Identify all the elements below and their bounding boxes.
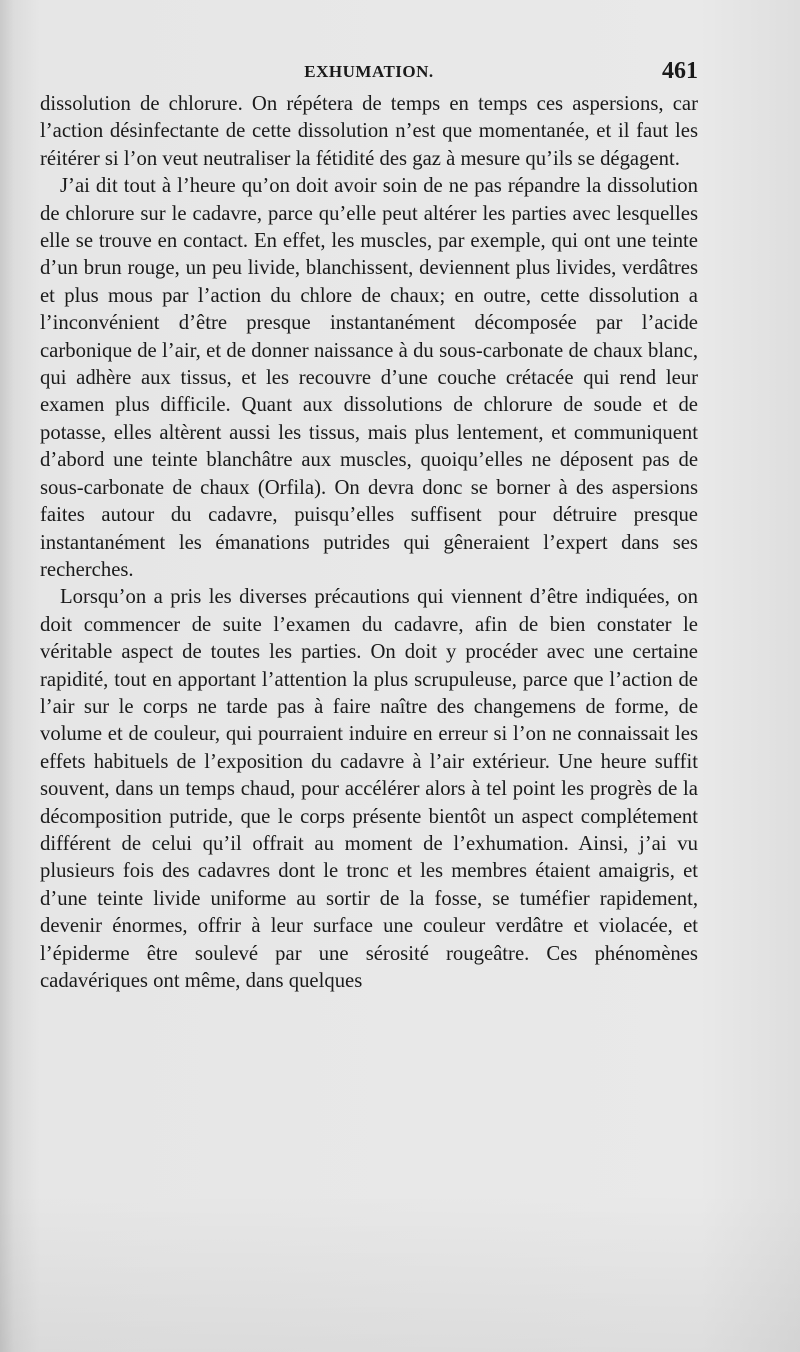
paragraph: dissolution de chlorure. On répétera de temps en temps ces aspersions, car l’action désinfectante de cette dissolution n’est que momentanée, et il faut les réitérer si l’on veut neutraliser la fétidité des gaz à mesure qu’ils se dégagent. xyxy=(40,93,698,170)
body-text xyxy=(40,91,698,995)
paragraph: Lorsqu’on a pris les diverses précautions qui viennent d’être indiquées, on doit commencer de suite l’examen du cadavre, afin de bien constater le véritable aspect de toutes les parties. On doit y procéder avec une certaine rapidité, tout en apportant l’attention la plus scrupuleuse, parce que l’action de l’air sur le corps ne tarde pas à faire naître des changemens de forme, de volume et de couleur, qui pourraient induire en erreur si l’on ne connaissait les effets habituels de l’exposition du cadavre à l’air extérieur. Une heure suffit souvent, dans un temps chaud, pour accélérer alors à tel point les progrès de la décomposition putride, que le corps présente bientôt un aspect complétement différent de celui qu’il offrait au moment de l’exhumation. Ainsi, j’ai vu plusieurs fois des cadavres dont le tronc et les membres étaient amaigris, et d’une teinte livide uniforme au sortir de la fosse, se tuméfier rapidement, devenir énormes, offrir à leur surface une couleur verdâtre et violacée, et l’épiderme être soulevé par une sérosité rougeâtre. Ces phénomènes cadavériques ont même, dans quelques xyxy=(40,586,698,992)
page-number: 461 xyxy=(662,58,698,84)
running-title: EXHUMATION. xyxy=(304,62,434,81)
page-header xyxy=(40,58,698,90)
paragraph: J’ai dit tout à l’heure qu’on doit avoir soin de ne pas répandre la dissolution de chlorure sur le cadavre, parce qu’elle peut altérer les parties avec lesquelles elle se trouve en contact. En effet, les muscles, par exemple, qui ont une teinte d’un brun rouge, un peu livide, blanchissent, deviennent plus livides, verdâtres et plus mous par l’action du chlore de chaux; en outre, cette dissolution a l’inconvénient d’être presque instantanément décomposée par l’acide carbonique de l’air, et de donner naissance à du sous-carbonate de chaux blanc, qui adhère aux tissus, et les recouvre d’une couche crétacée qui rend leur examen plus difficile. Quant aux dissolutions de chlorure de soude et de potasse, elles altèrent aussi les tissus, mais plus lentement, et communiquent d’abord une teinte blanchâtre aux muscles, quoiqu’elles ne déposent pas de sous-carbonate de chaux (Orfila). On devra donc se borner à des aspersions faites autour du cadavre, puisqu’elles suffisent pour détruire presque instantanément les émanations putrides qui gêneraient l’expert dans ses recherches. xyxy=(40,175,698,581)
